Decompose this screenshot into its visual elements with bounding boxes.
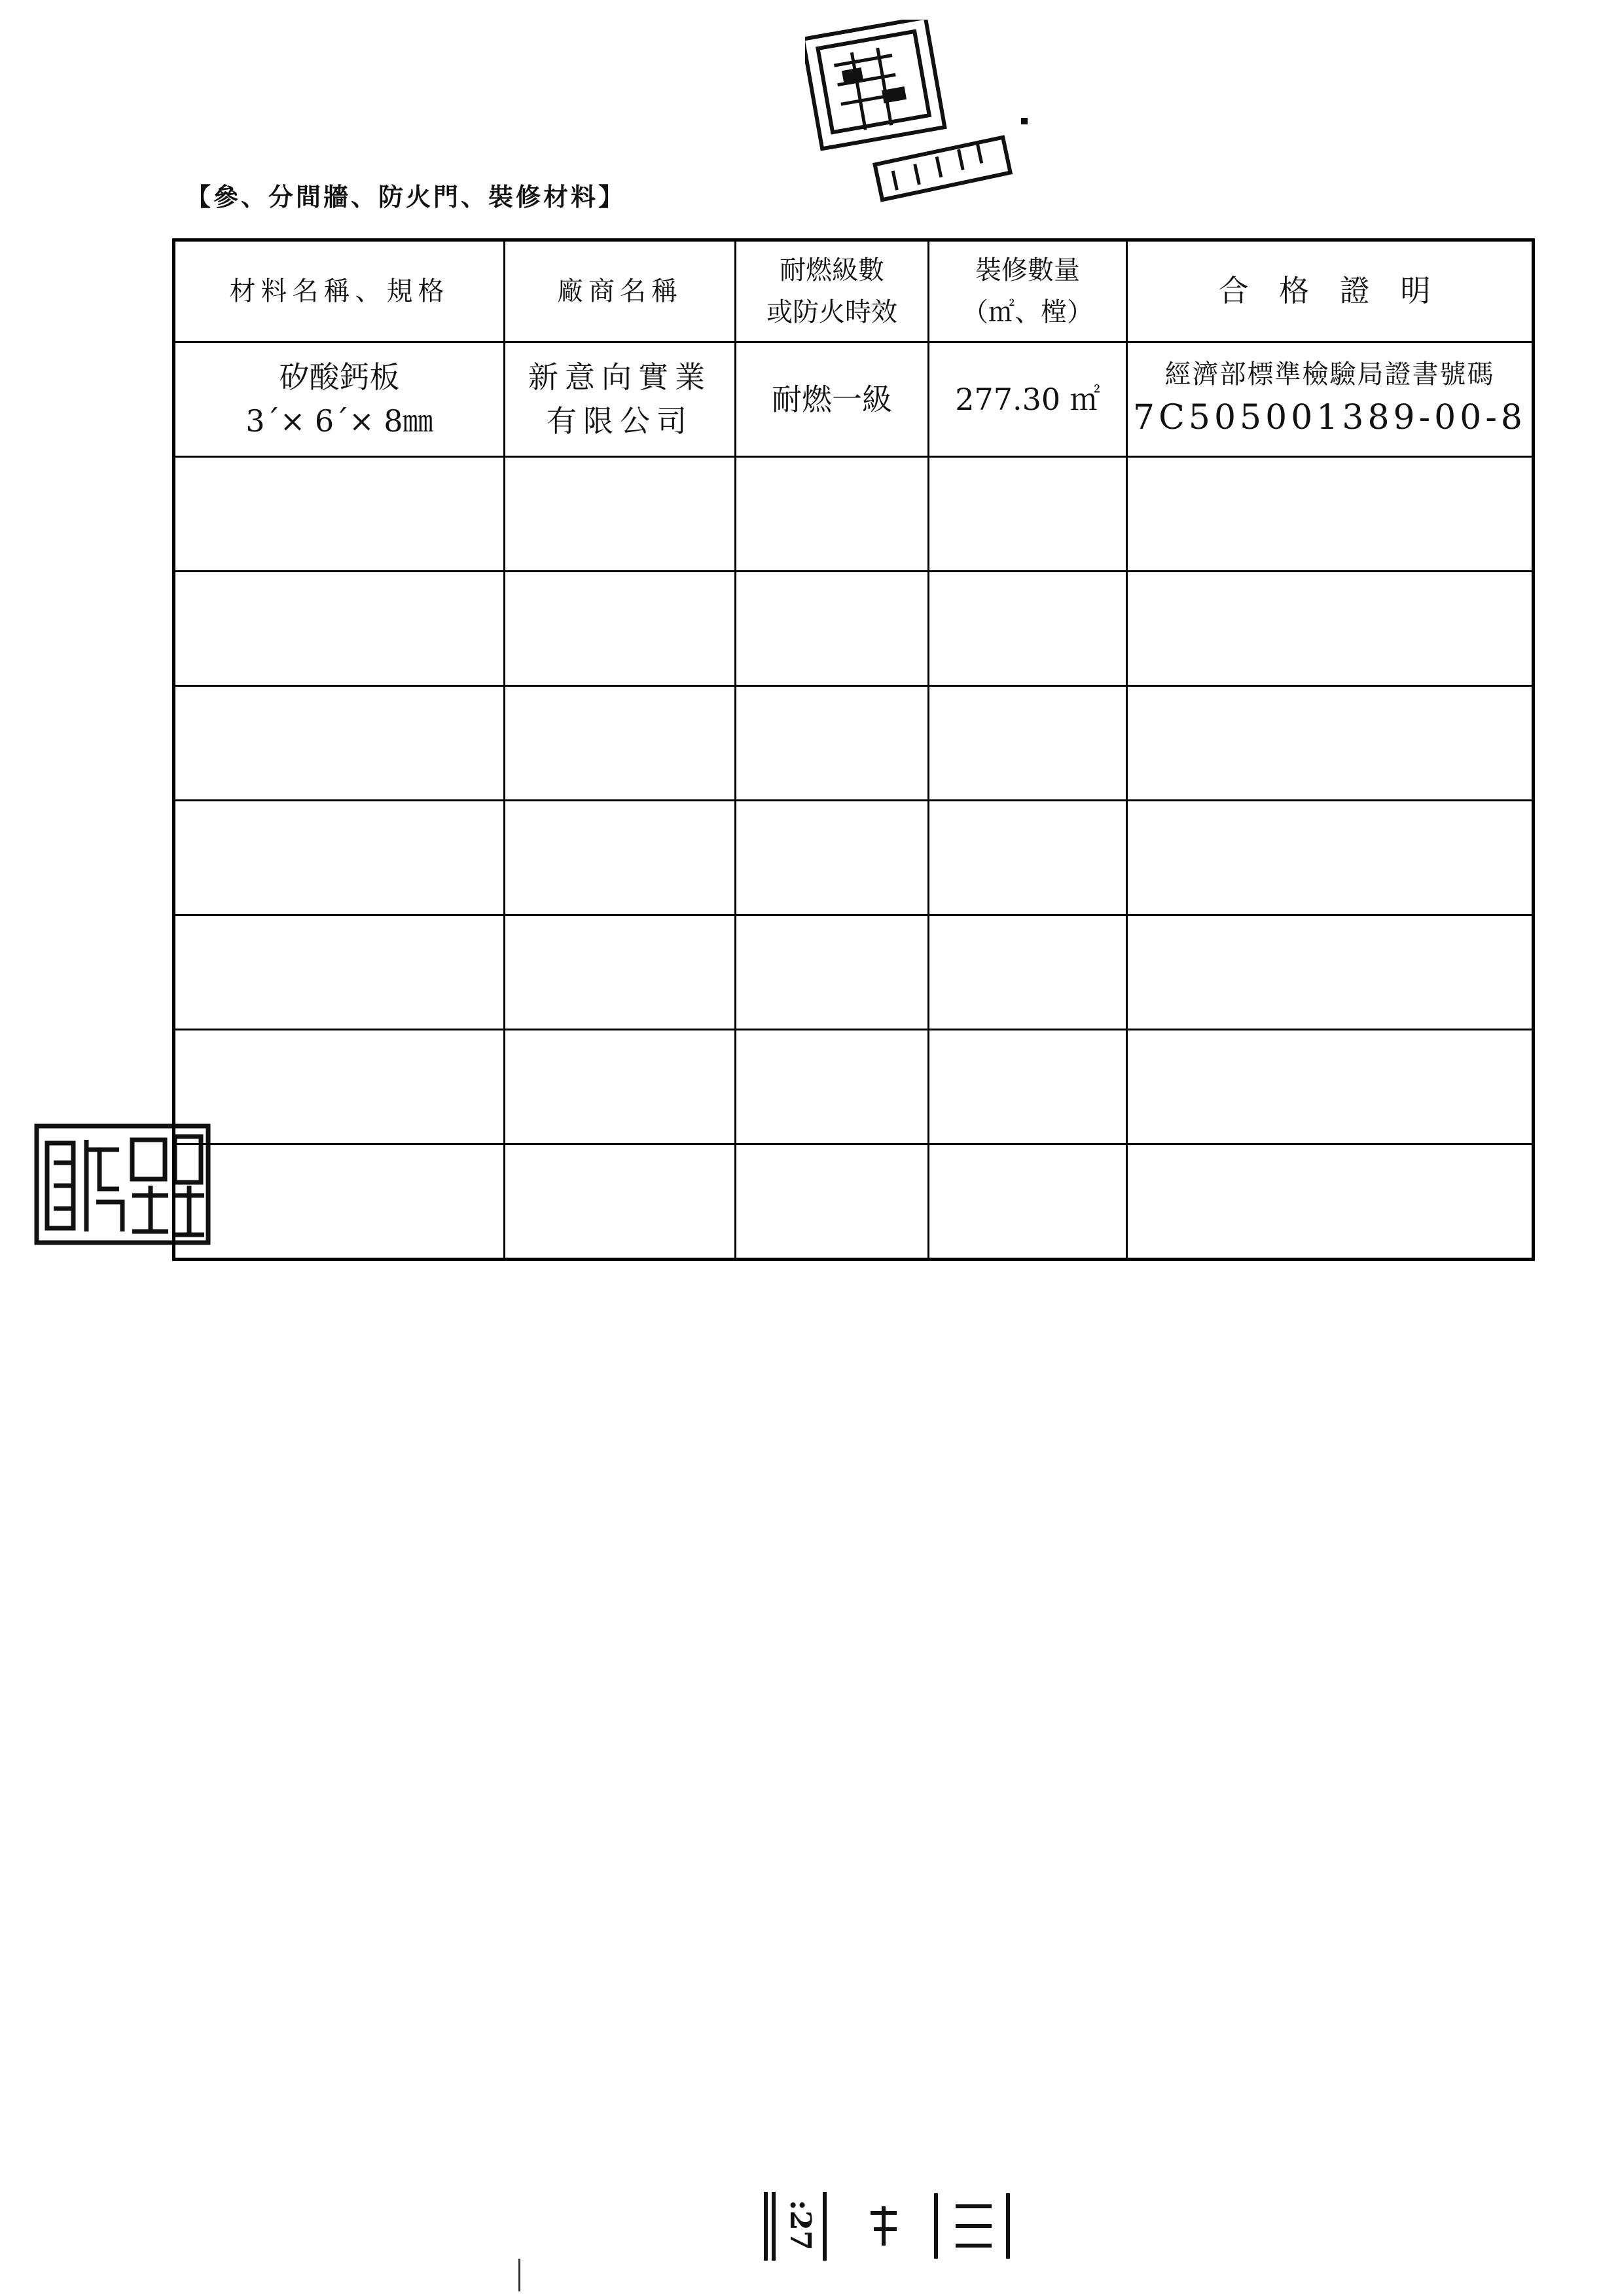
table-row	[174, 342, 1534, 457]
empty-cell	[505, 686, 736, 801]
empty-cell	[929, 1030, 1127, 1144]
empty-cell	[929, 801, 1127, 915]
scan-edge-mark	[518, 2259, 520, 2291]
empty-cell	[1127, 457, 1534, 572]
empty-cell	[929, 1144, 1127, 1260]
empty-cell	[174, 1144, 505, 1260]
empty-cell	[1127, 1030, 1534, 1144]
table-row	[174, 457, 1534, 572]
section-heading: 【參、分間牆、防火門、裝修材料】	[186, 182, 626, 211]
empty-cell	[1127, 915, 1534, 1030]
material-spec: 3ˊ× 6ˊ× 8㎜	[245, 403, 433, 439]
empty-cell	[1127, 572, 1534, 686]
empty-cell	[174, 457, 505, 572]
header-material: 材料名稱、規格	[174, 240, 505, 342]
bottom-seal-stamp	[759, 2187, 1021, 2265]
top-seal-stamp	[805, 20, 1041, 203]
certificate-issuer: 經濟部標準檢驗局證書號碼	[1164, 359, 1495, 390]
empty-cell	[174, 686, 505, 801]
header-quantity	[929, 240, 1127, 342]
header-rating	[736, 240, 929, 342]
empty-cell	[736, 686, 929, 801]
table-row	[174, 1030, 1534, 1144]
bottom-seal-text: :27	[783, 2200, 817, 2251]
material-name: 矽酸鈣板	[279, 359, 400, 395]
table-row	[174, 801, 1534, 915]
empty-cell	[505, 915, 736, 1030]
empty-rows	[174, 457, 1534, 1260]
header-quantity-line1: 裝修數量	[975, 255, 1080, 285]
table-row	[174, 572, 1534, 686]
empty-cell	[1127, 801, 1534, 915]
empty-cell	[505, 457, 736, 572]
materials-table	[172, 238, 1535, 1261]
empty-cell	[736, 572, 929, 686]
table-row	[174, 686, 1534, 801]
empty-cell	[929, 457, 1127, 572]
empty-cell	[174, 915, 505, 1030]
empty-cell	[736, 1144, 929, 1260]
header-manufacturer: 廠商名稱	[505, 240, 736, 342]
empty-cell	[929, 572, 1127, 686]
empty-cell	[736, 801, 929, 915]
empty-cell	[929, 686, 1127, 801]
empty-cell	[174, 1030, 505, 1144]
certificate-number: 7C505001389-00-8	[1132, 398, 1527, 438]
empty-cell	[736, 915, 929, 1030]
empty-cell	[174, 572, 505, 686]
header-certificate: 合 格 證 明	[1127, 240, 1534, 342]
cell-rating: 耐燃一級	[736, 342, 929, 457]
empty-cell	[1127, 1144, 1534, 1260]
empty-cell	[505, 801, 736, 915]
table-row	[174, 915, 1534, 1030]
header-quantity-line2: （㎡、樘）	[962, 297, 1093, 327]
cell-manufacturer	[505, 342, 736, 457]
empty-cell	[174, 801, 505, 915]
empty-cell	[1127, 686, 1534, 801]
empty-cell	[505, 572, 736, 686]
header-rating-line1: 耐燃級數	[780, 255, 884, 285]
empty-cell	[505, 1030, 736, 1144]
manufacturer-line1: 新意向實業	[528, 359, 711, 395]
empty-cell	[736, 457, 929, 572]
empty-cell	[505, 1144, 736, 1260]
cell-material	[174, 342, 505, 457]
manufacturer-line2: 有限公司	[547, 403, 693, 439]
empty-cell	[736, 1030, 929, 1144]
cell-quantity: 277.30 ㎡	[929, 342, 1127, 457]
table-header-row	[174, 240, 1534, 342]
table-row	[174, 1144, 1534, 1260]
empty-cell	[929, 915, 1127, 1030]
header-rating-line2: 或防火時效	[766, 297, 897, 327]
cell-certificate	[1127, 342, 1534, 457]
